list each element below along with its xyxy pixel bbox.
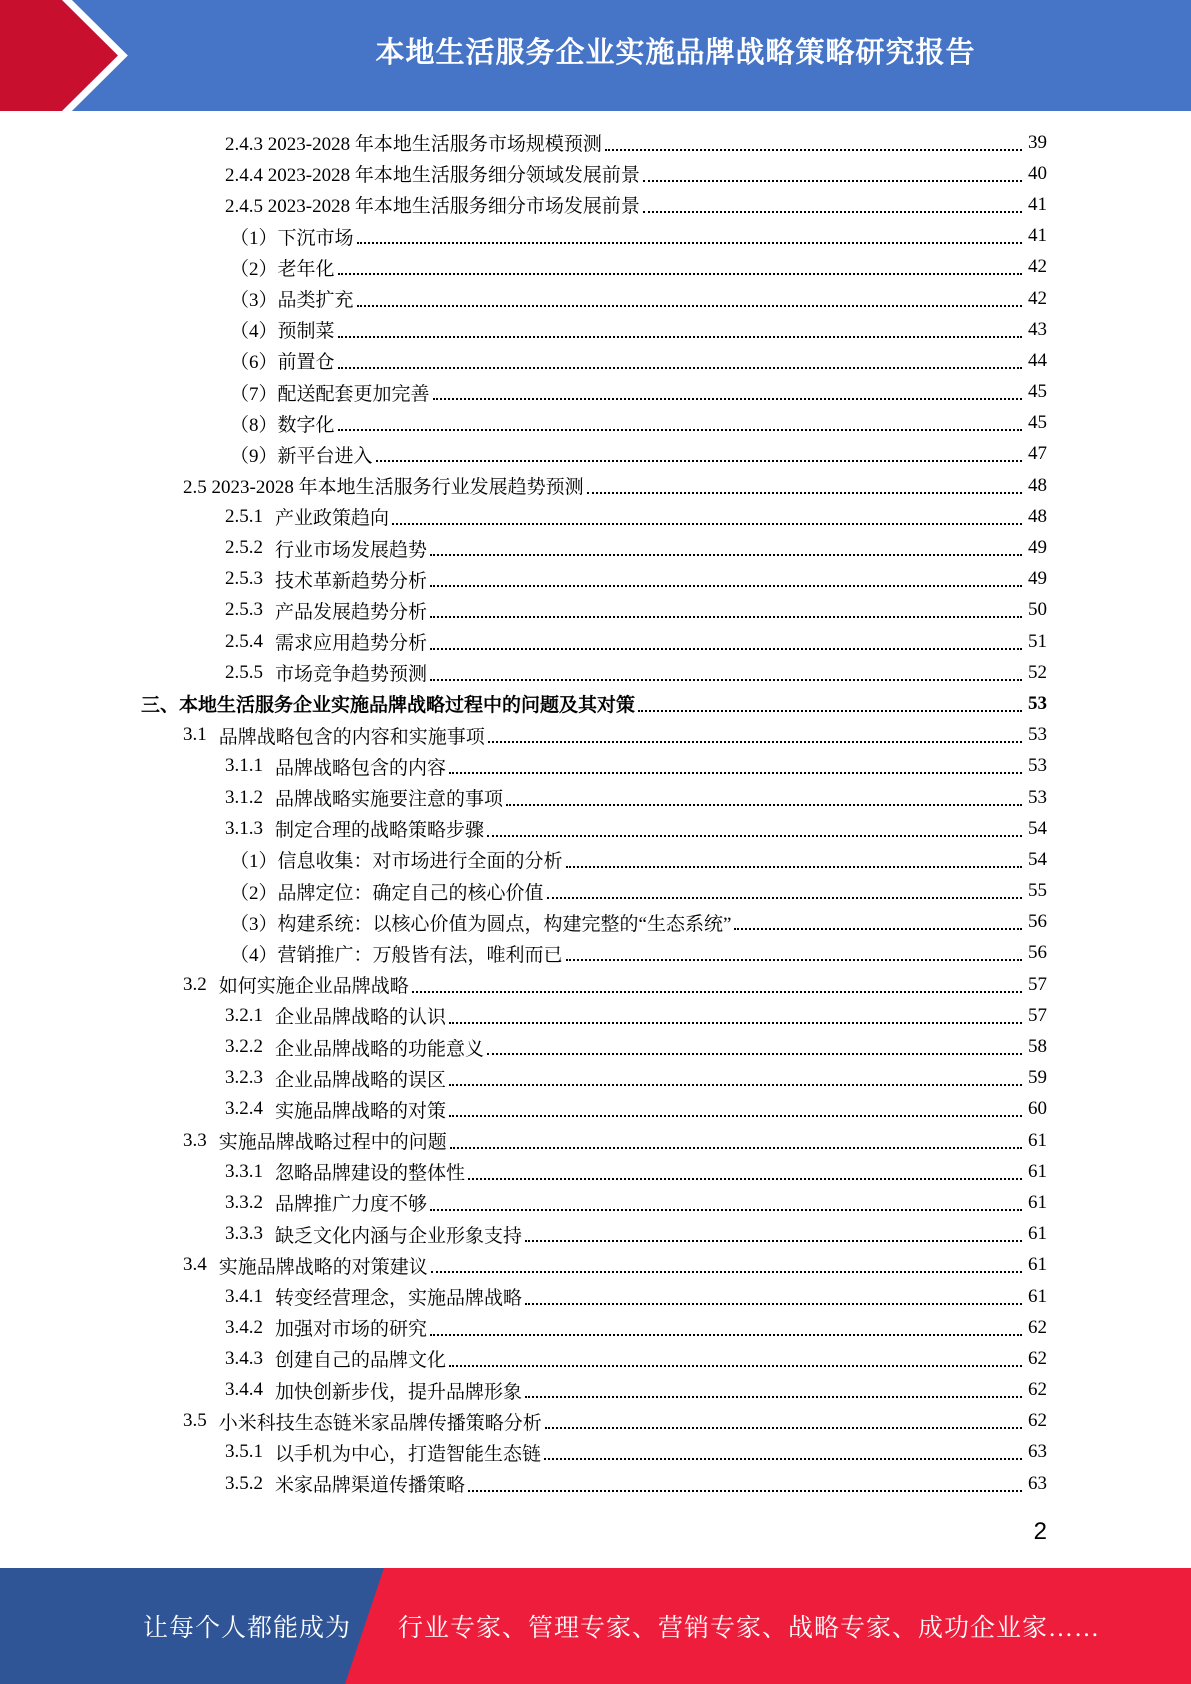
- toc-entry-number: 3.3.2: [225, 1191, 263, 1213]
- dot-leader: [430, 648, 1022, 650]
- toc-entry-page: 48: [1028, 505, 1047, 527]
- dot-leader: [566, 866, 1022, 868]
- dot-leader: [566, 959, 1022, 961]
- toc-entry[interactable]: [0, 283, 1191, 314]
- dot-leader: [605, 149, 1022, 151]
- toc-entry-number: 2.5.1: [225, 505, 263, 527]
- toc-entry-title: 企业品牌战略的功能意义: [275, 1038, 485, 1060]
- toc-entry[interactable]: [0, 657, 1191, 688]
- toc-entry-number: 3.2.2: [225, 1036, 263, 1058]
- footer-slogan-left: 让每个人都能成为: [143, 1615, 352, 1642]
- dot-leader: [525, 1396, 1022, 1398]
- dot-leader: [544, 1458, 1022, 1460]
- toc-entry-number: 3.4.1: [225, 1285, 263, 1307]
- dot-leader: [412, 991, 1022, 993]
- toc-entry-title: 产业政策趋向: [275, 508, 390, 530]
- toc-entry-title: 产品发展趋势分析: [275, 601, 428, 623]
- toc-entry-page: 61: [1028, 1254, 1047, 1276]
- toc-entry-number: 2.5.3: [225, 568, 263, 590]
- toc-entry-title: 营销推广：万般皆有法，唯利而已: [277, 944, 563, 966]
- toc-entry-title: 下沉市场: [277, 227, 354, 249]
- toc-entry-number: （8）: [230, 414, 278, 436]
- toc-entry-title: 转变经营理念，实施品牌战略: [275, 1288, 523, 1310]
- header-banner: [0, 0, 1191, 111]
- toc-entry[interactable]: [0, 470, 1191, 501]
- toc-entry-page: 41: [1028, 193, 1047, 215]
- toc-entry[interactable]: [0, 1125, 1191, 1156]
- dot-leader: [488, 741, 1022, 743]
- toc-entry[interactable]: [0, 1031, 1191, 1062]
- dot-leader: [547, 897, 1022, 899]
- toc-entry-title: 前置仓: [277, 352, 335, 374]
- dot-leader: [468, 1490, 1022, 1492]
- dot-leader: [643, 180, 1022, 182]
- toc-entry-page: 54: [1028, 817, 1047, 839]
- toc-entry-page: 52: [1028, 661, 1047, 683]
- toc-entry[interactable]: [0, 1156, 1191, 1187]
- toc-entry[interactable]: [0, 1343, 1191, 1374]
- dot-leader: [525, 1303, 1022, 1305]
- dot-leader: [638, 710, 1022, 712]
- document-title: 本地生活服务企业实施品牌战略策略研究报告: [375, 34, 976, 69]
- dot-leader: [430, 1334, 1022, 1336]
- toc-entry-page: 42: [1028, 287, 1047, 309]
- dot-leader: [338, 367, 1022, 369]
- dot-leader: [430, 616, 1022, 618]
- toc-entry[interactable]: [0, 1219, 1191, 1250]
- toc-entry-number: 2.5.2: [225, 537, 263, 559]
- toc-entry-number: 3.2.1: [225, 1004, 263, 1026]
- toc-entry-page: 59: [1028, 1067, 1047, 1089]
- toc-entry-page: 61: [1028, 1160, 1047, 1182]
- toc-entry-page: 49: [1028, 568, 1047, 590]
- toc-entry-title: 品牌定位：确定自己的核心价值: [277, 882, 544, 904]
- toc-entry[interactable]: [0, 813, 1191, 844]
- toc-entry-page: 45: [1028, 412, 1047, 434]
- toc-entry-number: （7）: [230, 383, 278, 405]
- toc-entry-title: 忽略品牌建设的整体性: [275, 1163, 466, 1185]
- dot-leader: [449, 1084, 1022, 1086]
- toc-entry[interactable]: [0, 751, 1191, 782]
- toc-entry-number: （1）: [230, 851, 278, 873]
- toc-entry-page: 42: [1028, 256, 1047, 278]
- dot-leader: [506, 804, 1022, 806]
- toc-entry-title: 加快创新步伐，提升品牌形象: [275, 1381, 523, 1403]
- toc-entry-page: 40: [1028, 162, 1047, 184]
- toc-entry-title: 创建自己的品牌文化: [275, 1350, 447, 1372]
- toc-entry-page: 41: [1028, 225, 1047, 247]
- dot-leader: [430, 585, 1022, 587]
- toc-entry-page: 60: [1028, 1098, 1047, 1120]
- toc-entry[interactable]: [0, 1063, 1191, 1094]
- toc-entry-title: 品类扩充: [277, 290, 354, 312]
- toc-entry-page: 61: [1028, 1285, 1047, 1307]
- toc-entry[interactable]: [0, 1281, 1191, 1312]
- toc-entry-number: 3.2.3: [225, 1067, 263, 1089]
- table-of-contents: [0, 127, 1191, 1499]
- dot-leader: [449, 1115, 1022, 1117]
- toc-entry-title: 2.4.3 2023-2028 年本地生活服务市场规模预测: [225, 134, 602, 156]
- toc-entry-number: （4）: [230, 321, 278, 343]
- toc-entry-number: 3.2.4: [225, 1098, 263, 1120]
- toc-entry-title: 预制菜: [277, 321, 335, 343]
- toc-entry-page: 54: [1028, 848, 1047, 870]
- toc-entry[interactable]: [0, 189, 1191, 220]
- toc-entry-page: 47: [1028, 443, 1047, 465]
- toc-entry-page: 63: [1028, 1472, 1047, 1494]
- toc-entry-page: 44: [1028, 349, 1047, 371]
- toc-entry[interactable]: [0, 377, 1191, 408]
- toc-entry[interactable]: [0, 688, 1191, 719]
- toc-entry[interactable]: [0, 314, 1191, 345]
- footer-slogan-right: 行业专家、管理专家、营销专家、战略专家、成功企业家……: [398, 1615, 1101, 1642]
- toc-entry[interactable]: [0, 1094, 1191, 1125]
- toc-entry[interactable]: [0, 564, 1191, 595]
- toc-entry[interactable]: [0, 1000, 1191, 1031]
- toc-entry[interactable]: [0, 158, 1191, 189]
- toc-entry-number: （3）: [230, 290, 278, 312]
- toc-entry-page: 63: [1028, 1441, 1047, 1463]
- toc-entry-page: 62: [1028, 1410, 1047, 1432]
- toc-entry-page: 39: [1028, 131, 1047, 153]
- toc-entry-page: 56: [1028, 942, 1047, 964]
- toc-entry-title: 品牌战略实施要注意的事项: [275, 789, 504, 811]
- dot-leader: [430, 1209, 1022, 1211]
- toc-entry-title: 加强对市场的研究: [275, 1319, 428, 1341]
- toc-entry-page: 43: [1028, 318, 1047, 340]
- toc-entry-page: 53: [1028, 786, 1047, 808]
- toc-entry-page: 62: [1028, 1316, 1047, 1338]
- dot-leader: [734, 928, 1022, 930]
- dot-leader: [430, 554, 1022, 556]
- toc-entry[interactable]: [0, 1468, 1191, 1499]
- toc-entry-number: 3.3.1: [225, 1160, 263, 1182]
- dot-leader: [545, 1427, 1022, 1429]
- toc-entry-title: 实施品牌战略的对策: [275, 1100, 447, 1122]
- toc-entry[interactable]: [0, 938, 1191, 969]
- toc-entry-title: 实施品牌战略的对策建议: [218, 1256, 428, 1278]
- toc-entry-title: 缺乏文化内涵与企业形象支持: [275, 1225, 523, 1247]
- toc-entry-page: 57: [1028, 973, 1047, 995]
- toc-entry-number: 3.5.1: [225, 1441, 263, 1463]
- dot-leader: [449, 772, 1022, 774]
- toc-entry-number: 3.5: [183, 1410, 207, 1432]
- toc-entry-number: 3.4.4: [225, 1379, 263, 1401]
- toc-entry-page: 55: [1028, 880, 1047, 902]
- toc-entry[interactable]: [0, 907, 1191, 938]
- toc-entry-title: 市场竞争趋势预测: [275, 664, 428, 686]
- toc-entry[interactable]: [0, 720, 1191, 751]
- toc-entry-title: 构建系统：以核心价值为圆点，构建完整的“生态系统”: [277, 913, 732, 935]
- toc-entry[interactable]: [0, 439, 1191, 470]
- toc-entry-title: 需求应用趋势分析: [275, 633, 428, 655]
- toc-entry-number: 3.1.2: [225, 786, 263, 808]
- toc-entry[interactable]: [0, 221, 1191, 252]
- toc-entry-number: 2.5.4: [225, 630, 263, 652]
- dot-leader: [431, 1271, 1022, 1273]
- dot-leader: [449, 1365, 1022, 1367]
- toc-entry-number: 3.3.3: [225, 1223, 263, 1245]
- toc-entry-number: 3.4.2: [225, 1316, 263, 1338]
- toc-entry-title: 行业市场发展趋势: [275, 539, 428, 561]
- toc-entry[interactable]: [0, 844, 1191, 875]
- toc-entry-number: （2）: [230, 258, 278, 280]
- toc-entry[interactable]: [0, 1187, 1191, 1218]
- toc-entry-page: 58: [1028, 1036, 1047, 1058]
- toc-entry-page: 53: [1028, 724, 1047, 746]
- toc-entry-number: （6）: [230, 352, 278, 374]
- toc-entry-title: 2.4.4 2023-2028 年本地生活服务细分领域发展前景: [225, 165, 640, 187]
- toc-entry[interactable]: [0, 1437, 1191, 1468]
- toc-entry[interactable]: [0, 876, 1191, 907]
- dot-leader: [487, 1053, 1022, 1055]
- toc-entry[interactable]: [0, 127, 1191, 158]
- toc-entry-title: 配送配套更加完善: [277, 383, 430, 405]
- toc-entry-title: 制定合理的战略策略步骤: [275, 820, 485, 842]
- toc-entry[interactable]: [0, 595, 1191, 626]
- toc-entry-number: （9）: [230, 445, 278, 467]
- toc-entry-title: 老年化: [277, 258, 335, 280]
- toc-entry-title: 小米科技生态链米家品牌传播策略分析: [218, 1412, 542, 1434]
- toc-entry-page: 45: [1028, 381, 1047, 403]
- toc-entry-title: 信息收集：对市场进行全面的分析: [277, 851, 563, 873]
- toc-entry-title: 米家品牌渠道传播策略: [275, 1475, 466, 1497]
- toc-entry-title: 新平台进入: [277, 445, 373, 467]
- dot-leader: [587, 492, 1022, 494]
- toc-entry-title: 品牌战略包含的内容: [275, 757, 447, 779]
- toc-entry-number: 2.5.5: [225, 661, 263, 683]
- toc-entry-page: 61: [1028, 1129, 1047, 1151]
- toc-entry-title: 如何实施企业品牌战略: [218, 976, 409, 998]
- toc-entry-number: （2）: [230, 882, 278, 904]
- toc-entry-number: 3.4.3: [225, 1347, 263, 1369]
- toc-entry[interactable]: [0, 626, 1191, 657]
- toc-entry-page: 61: [1028, 1191, 1047, 1213]
- toc-entry[interactable]: [0, 1250, 1191, 1281]
- toc-entry-number: 3.3: [183, 1129, 207, 1151]
- dot-leader: [525, 1240, 1022, 1242]
- dot-leader: [357, 242, 1022, 244]
- toc-entry-page: 62: [1028, 1347, 1047, 1369]
- toc-entry[interactable]: [0, 782, 1191, 813]
- toc-entry-page: 50: [1028, 599, 1047, 621]
- dot-leader: [338, 429, 1022, 431]
- toc-entry-number: 3.4: [183, 1254, 207, 1276]
- dot-leader: [392, 523, 1022, 525]
- toc-entry[interactable]: [0, 408, 1191, 439]
- toc-entry-page: 61: [1028, 1223, 1047, 1245]
- toc-entry-title: 实施品牌战略过程中的问题: [218, 1132, 447, 1154]
- dot-leader: [357, 305, 1022, 307]
- toc-entry-number: （1）: [230, 227, 278, 249]
- toc-entry-title: 企业品牌战略的认识: [275, 1007, 447, 1029]
- toc-entry-title: 2.4.5 2023-2028 年本地生活服务细分市场发展前景: [225, 196, 640, 218]
- toc-entry-number: 3.5.2: [225, 1472, 263, 1494]
- toc-entry-title: 2.5 2023-2028 年本地生活服务行业发展趋势预测: [183, 477, 584, 499]
- dot-leader: [433, 398, 1022, 400]
- dot-leader: [449, 1022, 1022, 1024]
- toc-entry-title: 品牌推广力度不够: [275, 1194, 428, 1216]
- toc-entry-page: 62: [1028, 1379, 1047, 1401]
- dot-leader: [450, 1147, 1022, 1149]
- toc-entry-title: 三、本地生活服务企业实施品牌战略过程中的问题及其对策: [141, 695, 636, 717]
- dot-leader: [643, 211, 1022, 213]
- dot-leader: [338, 273, 1022, 275]
- toc-entry[interactable]: [0, 969, 1191, 1000]
- dot-leader: [487, 835, 1022, 837]
- toc-entry[interactable]: [0, 1312, 1191, 1343]
- toc-entry[interactable]: [0, 501, 1191, 532]
- toc-entry-page: 53: [1028, 755, 1047, 777]
- toc-entry[interactable]: [0, 252, 1191, 283]
- toc-entry-page: 48: [1028, 474, 1047, 496]
- toc-entry-number: 2.5.3: [225, 599, 263, 621]
- toc-entry[interactable]: [0, 1406, 1191, 1437]
- toc-entry-title: 数字化: [277, 414, 335, 436]
- footer-banner: [0, 1568, 1191, 1684]
- toc-entry-number: （3）: [230, 913, 278, 935]
- toc-entry[interactable]: [0, 1375, 1191, 1406]
- toc-entry-page: 57: [1028, 1004, 1047, 1026]
- toc-entry-page: 51: [1028, 630, 1047, 652]
- toc-entry-number: 3.2: [183, 973, 207, 995]
- dot-leader: [376, 460, 1022, 462]
- dot-leader: [430, 679, 1022, 681]
- toc-entry-title: 以手机为中心，打造智能生态链: [275, 1443, 542, 1465]
- toc-entry-title: 企业品牌战略的误区: [275, 1069, 447, 1091]
- toc-entry-title: 技术革新趋势分析: [275, 570, 428, 592]
- toc-entry-number: 3.1.3: [225, 817, 263, 839]
- dot-leader: [338, 336, 1022, 338]
- toc-entry-page: 53: [1028, 692, 1047, 714]
- toc-entry-number: 3.1.1: [225, 755, 263, 777]
- toc-entry[interactable]: [0, 345, 1191, 376]
- toc-entry[interactable]: [0, 532, 1191, 563]
- toc-entry-title: 品牌战略包含的内容和实施事项: [218, 726, 485, 748]
- toc-entry-page: 49: [1028, 537, 1047, 559]
- toc-entry-number: 3.1: [183, 724, 207, 746]
- page-number: 2: [1033, 1518, 1047, 1545]
- toc-entry-page: 56: [1028, 911, 1047, 933]
- toc-entry-number: （4）: [230, 944, 278, 966]
- dot-leader: [468, 1178, 1022, 1180]
